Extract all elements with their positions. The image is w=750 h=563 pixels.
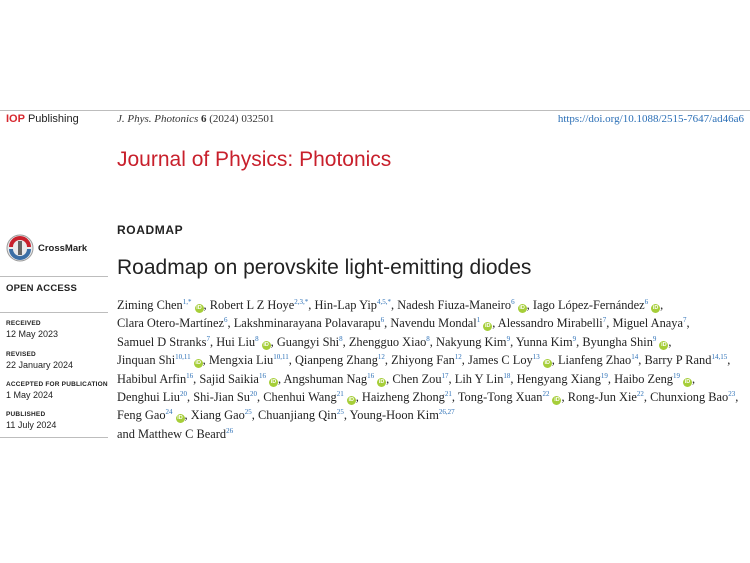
author[interactable] (117, 427, 233, 441)
author[interactable] (117, 316, 231, 330)
author-name: Iago López-Fernández (532, 298, 645, 312)
author[interactable] (468, 353, 555, 367)
affiliation-marker[interactable]: 23 (728, 390, 736, 399)
author-separator: , (202, 353, 206, 368)
author-separator: , (288, 353, 292, 368)
author-name: Yunna Kim (515, 334, 573, 349)
author[interactable] (644, 353, 730, 367)
author[interactable] (533, 298, 663, 312)
author[interactable] (210, 298, 312, 312)
author-name: Sajid Saikia (199, 371, 259, 386)
author-separator: , (551, 353, 555, 368)
iop-mark: IOP (6, 113, 25, 125)
affiliation-marker[interactable]: 7 (602, 316, 607, 325)
author-name: Xiang Gao (190, 408, 245, 423)
affiliation-marker[interactable]: 22 (542, 390, 550, 399)
author-name: Young-Hoon Kim (349, 408, 439, 423)
author[interactable] (455, 372, 514, 386)
affiliation-marker[interactable]: 26,27 (438, 408, 455, 417)
author-name: James C Loy (468, 353, 533, 368)
accepted-date: 1 May 2024 (6, 390, 54, 400)
affiliation-marker[interactable]: 12 (377, 353, 385, 362)
author[interactable] (234, 316, 388, 330)
sidebar-rule (0, 312, 108, 313)
published-label: PUBLISHED (6, 411, 46, 418)
author-separator: , (668, 334, 672, 349)
orcid-icon[interactable]: iD (378, 378, 385, 385)
author[interactable] (117, 372, 196, 386)
affiliation-marker[interactable]: 13 (532, 353, 540, 362)
author-separator: , (203, 298, 207, 312)
author-separator: , (384, 353, 389, 368)
affiliation-marker[interactable]: 18 (503, 371, 511, 380)
author[interactable] (117, 298, 207, 312)
article-title: Roadmap on perovskite light-emitting diodes (117, 256, 532, 279)
author-separator: , (209, 334, 214, 349)
year-article: (2024) 032501 (209, 113, 275, 125)
author-name: Nakyung Kim (436, 334, 507, 349)
author-separator: , (186, 390, 191, 405)
author[interactable] (397, 298, 530, 312)
author-name: and Matthew C Beard (117, 426, 227, 441)
affiliation-marker[interactable]: 9 (652, 334, 657, 343)
author-separator: , (691, 371, 696, 386)
affiliation-marker[interactable]: 12 (454, 353, 462, 362)
author-separator: , (451, 390, 455, 405)
author-separator: , (277, 371, 282, 386)
affiliation-marker[interactable]: 26 (226, 426, 234, 435)
affiliation-marker[interactable]: 17 (441, 371, 449, 380)
orcid-icon[interactable]: iD (661, 341, 667, 348)
journal-abbrev: J. Phys. Photonics (117, 113, 199, 125)
author-name: Lakshminarayana Polavarapu (233, 316, 381, 331)
author-separator: , (227, 316, 231, 331)
author[interactable] (258, 408, 347, 422)
author[interactable] (209, 353, 292, 367)
affiliation-marker[interactable]: 25 (244, 408, 252, 417)
author-separator: , (257, 390, 261, 405)
author[interactable] (568, 390, 647, 404)
author-separator: , (576, 334, 580, 349)
author-separator: , (510, 371, 514, 386)
affiliation-marker[interactable]: 14,15 (711, 353, 728, 362)
author[interactable] (117, 390, 190, 404)
author[interactable] (191, 408, 255, 422)
crossmark-label: CrossMark (38, 242, 88, 254)
author-name: Nadesh Fiuza-Maneiro (397, 298, 512, 312)
affiliation-marker[interactable]: 1 (476, 316, 481, 325)
received-label: RECEIVED (6, 320, 41, 327)
author-name: Barry P Rand (644, 353, 712, 368)
author-separator: , (727, 353, 731, 368)
author-name: Angshuman Nag (283, 371, 368, 386)
orcid-icon[interactable]: iD (196, 305, 202, 311)
author-separator: , (184, 408, 188, 423)
author-name: Tong-Tong Xuan (457, 390, 543, 405)
crossmark-badge[interactable] (6, 234, 87, 262)
author[interactable] (392, 372, 451, 386)
author[interactable] (193, 390, 260, 404)
affiliation-marker[interactable]: 10,11 (273, 353, 289, 362)
volume: 6 (201, 113, 207, 125)
author-separator: , (638, 353, 642, 368)
affiliation-marker[interactable]: 9 (506, 334, 511, 343)
author[interactable] (283, 372, 389, 386)
author-separator: , (492, 316, 496, 331)
author[interactable] (199, 372, 281, 386)
affiliation-marker[interactable]: 14 (631, 353, 639, 362)
author-separator: , (429, 334, 433, 349)
affiliation-marker[interactable]: 6 (224, 316, 228, 325)
affiliation-marker[interactable]: 2,3,* (294, 298, 309, 306)
affiliation-marker[interactable]: 21 (444, 390, 452, 399)
affiliation-marker[interactable]: 22 (636, 390, 644, 399)
affiliation-marker[interactable]: 7 (206, 334, 210, 343)
affiliation-marker[interactable]: 9 (572, 334, 577, 343)
author-separator: , (308, 298, 312, 312)
affiliation-marker[interactable]: 20 (250, 390, 258, 399)
author[interactable] (349, 335, 433, 349)
affiliation-marker[interactable]: 6 (511, 298, 515, 306)
sidebar-rule (0, 276, 108, 277)
author[interactable] (498, 316, 610, 330)
author-separator: , (643, 390, 647, 405)
affiliation-marker[interactable]: 25 (336, 408, 344, 417)
author-name: Robert L Z Hoye (209, 298, 295, 312)
author-separator: , (461, 353, 465, 368)
author-name: Samuel D Stranks (117, 334, 207, 349)
author-name: Clara Otero-Martínez (117, 316, 224, 331)
orcid-icon[interactable]: iD (348, 397, 354, 404)
author-name: Byungha Shin (582, 334, 653, 349)
orcid-icon[interactable]: iD (652, 305, 659, 311)
author-separator: , (660, 298, 664, 312)
author-name: Habibul Arfin (117, 371, 187, 386)
author[interactable] (516, 335, 579, 349)
affiliation-marker[interactable]: 4,5,* (377, 298, 391, 306)
affiliation-marker[interactable]: 6 (644, 298, 649, 306)
revised-label: REVISED (6, 351, 36, 358)
author[interactable] (436, 335, 513, 349)
affiliation-marker[interactable]: 21 (336, 390, 344, 399)
affiliation-marker[interactable]: 8 (255, 334, 259, 343)
affiliation-marker[interactable]: 7 (682, 316, 687, 325)
affiliation-marker[interactable]: 20 (179, 390, 187, 399)
author[interactable] (350, 408, 455, 422)
affiliation-marker[interactable]: 8 (339, 334, 343, 343)
author-name: Zhiyong Fan (391, 353, 455, 368)
author-separator: , (526, 298, 530, 312)
affiliation-marker[interactable]: 16 (367, 371, 375, 380)
author-separator: , (343, 408, 347, 423)
author-name: Haizheng Zhong (361, 390, 445, 405)
author[interactable] (582, 335, 671, 349)
author-separator: , (391, 298, 395, 312)
author-name: Chuanjiang Qin (258, 408, 337, 423)
author-separator: , (686, 316, 690, 331)
doi-link[interactable]: https://doi.org/10.1088/2515-7647/ad46a6 (557, 113, 744, 125)
author-list (117, 296, 747, 443)
affiliation-marker[interactable]: 10,11 (175, 353, 191, 362)
affiliation-marker[interactable]: 16 (258, 371, 266, 380)
author[interactable] (391, 353, 465, 367)
author-separator: , (448, 371, 452, 386)
author-name: Lih Y Lin (454, 371, 504, 386)
author-name: Mengxia Liu (208, 353, 274, 368)
crossmark-icon (6, 234, 34, 262)
orcid-icon[interactable]: iD (554, 397, 560, 404)
author-separator: , (386, 371, 390, 386)
author-name: Rong-Jun Xie (567, 390, 637, 405)
orcid-icon[interactable]: iD (195, 360, 201, 367)
author[interactable] (362, 390, 455, 404)
author-name: Shi-Jian Su (193, 390, 251, 405)
author[interactable] (517, 372, 611, 386)
author[interactable] (458, 390, 565, 404)
author[interactable] (650, 390, 738, 404)
author-separator: , (355, 390, 359, 405)
author-name: Feng Gao (117, 408, 166, 423)
author[interactable] (216, 335, 274, 349)
author-separator: , (606, 316, 610, 331)
orcid-icon[interactable]: iD (544, 360, 550, 367)
author[interactable] (614, 372, 695, 386)
sidebar-rule (0, 437, 108, 438)
affiliation-marker[interactable]: 8 (426, 334, 430, 343)
affiliation-marker[interactable]: 6 (380, 316, 385, 325)
author-name: Alessandro Mirabelli (497, 316, 603, 331)
author[interactable] (263, 390, 359, 404)
author-separator: , (251, 408, 255, 423)
author-separator: , (384, 316, 388, 331)
author[interactable] (612, 316, 689, 330)
journal-reference (117, 113, 274, 125)
author-name: Lianfeng Zhao (557, 353, 632, 368)
publisher-name: Publishing (27, 113, 79, 125)
open-access-label: OPEN ACCESS (6, 283, 78, 294)
author-name: Chenhui Wang (263, 390, 337, 405)
author-name: Chunxiong Bao (650, 390, 729, 405)
author-name: Miguel Anaya (612, 316, 683, 331)
author[interactable] (117, 353, 206, 367)
orcid-icon[interactable]: iD (684, 378, 691, 385)
published-date: 11 July 2024 (6, 420, 57, 430)
article-type: ROADMAP (117, 223, 184, 237)
author-separator: , (561, 390, 565, 405)
author-name: Navendu Mondal (390, 316, 477, 331)
author-name: Jinquan Shi (117, 353, 176, 368)
author-separator: , (510, 334, 514, 349)
author-name: Hui Liu (216, 334, 256, 349)
author-name: Qianpeng Zhang (294, 353, 378, 368)
affiliation-marker[interactable]: 19 (672, 371, 680, 380)
author-separator: , (193, 371, 197, 386)
author-name: Zhengguo Xiao (348, 334, 427, 349)
orcid-icon[interactable]: iD (270, 378, 277, 385)
author-name: Chen Zou (392, 371, 442, 386)
author[interactable] (314, 298, 394, 312)
accepted-label: ACCEPTED FOR PUBLICATION (6, 381, 108, 388)
author-separator: , (607, 371, 612, 386)
affiliation-marker[interactable]: 19 (600, 371, 608, 380)
author-name: Hengyang Xiang (516, 371, 601, 386)
author-separator: , (270, 334, 274, 349)
received-date: 12 May 2023 (6, 329, 59, 339)
author[interactable] (295, 353, 388, 367)
revised-date: 22 January 2024 (6, 360, 74, 370)
author-separator: , (735, 390, 739, 405)
affiliation-marker[interactable]: 24 (165, 408, 173, 417)
author-name: Hin-Lap Yip (314, 298, 377, 312)
author[interactable] (117, 335, 213, 349)
author[interactable] (558, 353, 641, 367)
journal-title[interactable]: Journal of Physics: Photonics (117, 148, 392, 171)
author[interactable] (390, 316, 495, 330)
author-name: Ziming Chen (117, 298, 183, 312)
author-name: Denghui Liu (117, 390, 180, 405)
orcid-icon[interactable]: iD (484, 323, 491, 330)
affiliation-marker[interactable]: 1,* (182, 298, 192, 306)
author[interactable] (117, 408, 188, 422)
orcid-icon[interactable]: iD (519, 305, 525, 311)
affiliation-marker[interactable]: 16 (186, 371, 194, 380)
author[interactable] (277, 335, 346, 349)
orcid-icon[interactable]: iD (263, 341, 269, 348)
orcid-icon[interactable]: iD (177, 415, 183, 422)
publisher-logo[interactable] (6, 113, 79, 125)
author-name: Haibo Zeng (614, 371, 673, 386)
author-separator: , (342, 334, 346, 349)
author-name: Guangyi Shi (276, 334, 340, 349)
